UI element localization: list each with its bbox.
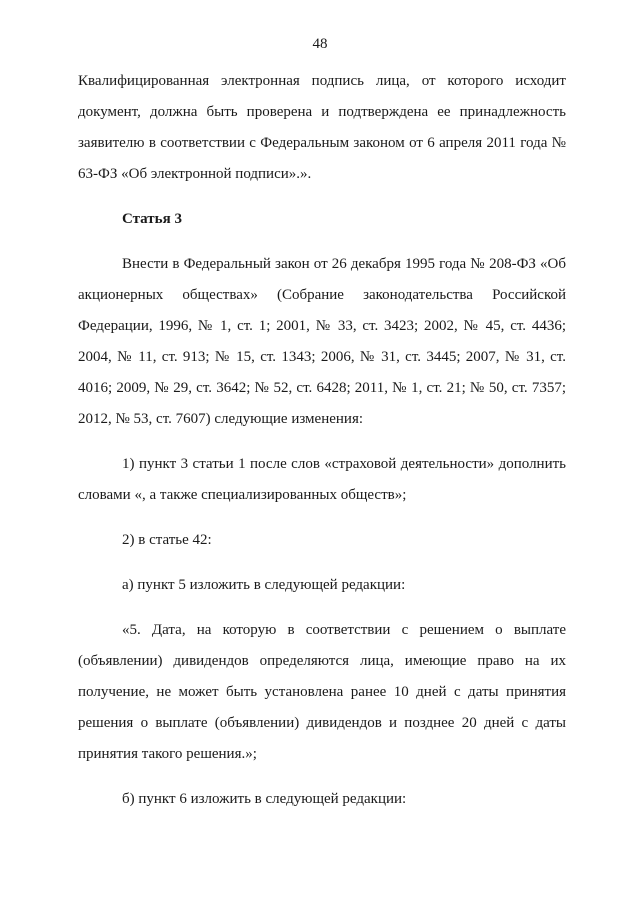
paragraph-signature-check: Квалифицированная электронная подпись лица, от которого исходит документ, должна быть проверена и подтверждена ее принадлежность заявителю в соответствии с Федеральным законом от 6 апреля 2011 года № 63-ФЗ «Об электронной подписи».». [78, 73, 566, 182]
paragraph-item-1: 1) пункт 3 статьи 1 после слов «страховой деятельности» дополнить словами «, а также специализированных обществ»; [78, 456, 566, 503]
paragraph-item-2a: а) пункт 5 изложить в следующей редакции: [122, 577, 406, 593]
paragraph-amend-law: Внести в Федеральный закон от 26 декабря 1995 года № 208-ФЗ «Об акционерных обществах» (Собрание законодательства Российской Федерации, 1996, № 1, ст. 1; 2001, № 33, ст. 3423; 2002, № 45, ст. 4436; 2004, № 11, ст. 913; № 15, ст. 1343; 2006, № 31, ст. 3445; 2007, № 31, ст. 4016; 2009, № 29, ст. 3642; № 52, ст. 6428; 2011, № 1, ст. 21; № 50, ст. 7357; 2012, № 53, ст. 7607) следующие изменения: [78, 256, 566, 427]
paragraph-item-2b: б) пункт 6 изложить в следующей редакции: [122, 791, 407, 807]
document-body [78, 66, 566, 815]
paragraph-item-2: 2) в статье 42: [122, 532, 212, 548]
page-number: 48 [312, 36, 328, 52]
article-heading: Статья 3 [122, 211, 182, 227]
paragraph-item-5-text: «5. Дата, на которую в соответствии с решением о выплате (объявлении) дивидендов определяются лица, имеющие право на их получение, не может быть установлена ранее 10 дней с даты принятия решения о выплате (объявлении) дивидендов и позднее 20 дней с даты принятия такого решения.»; [78, 622, 566, 762]
